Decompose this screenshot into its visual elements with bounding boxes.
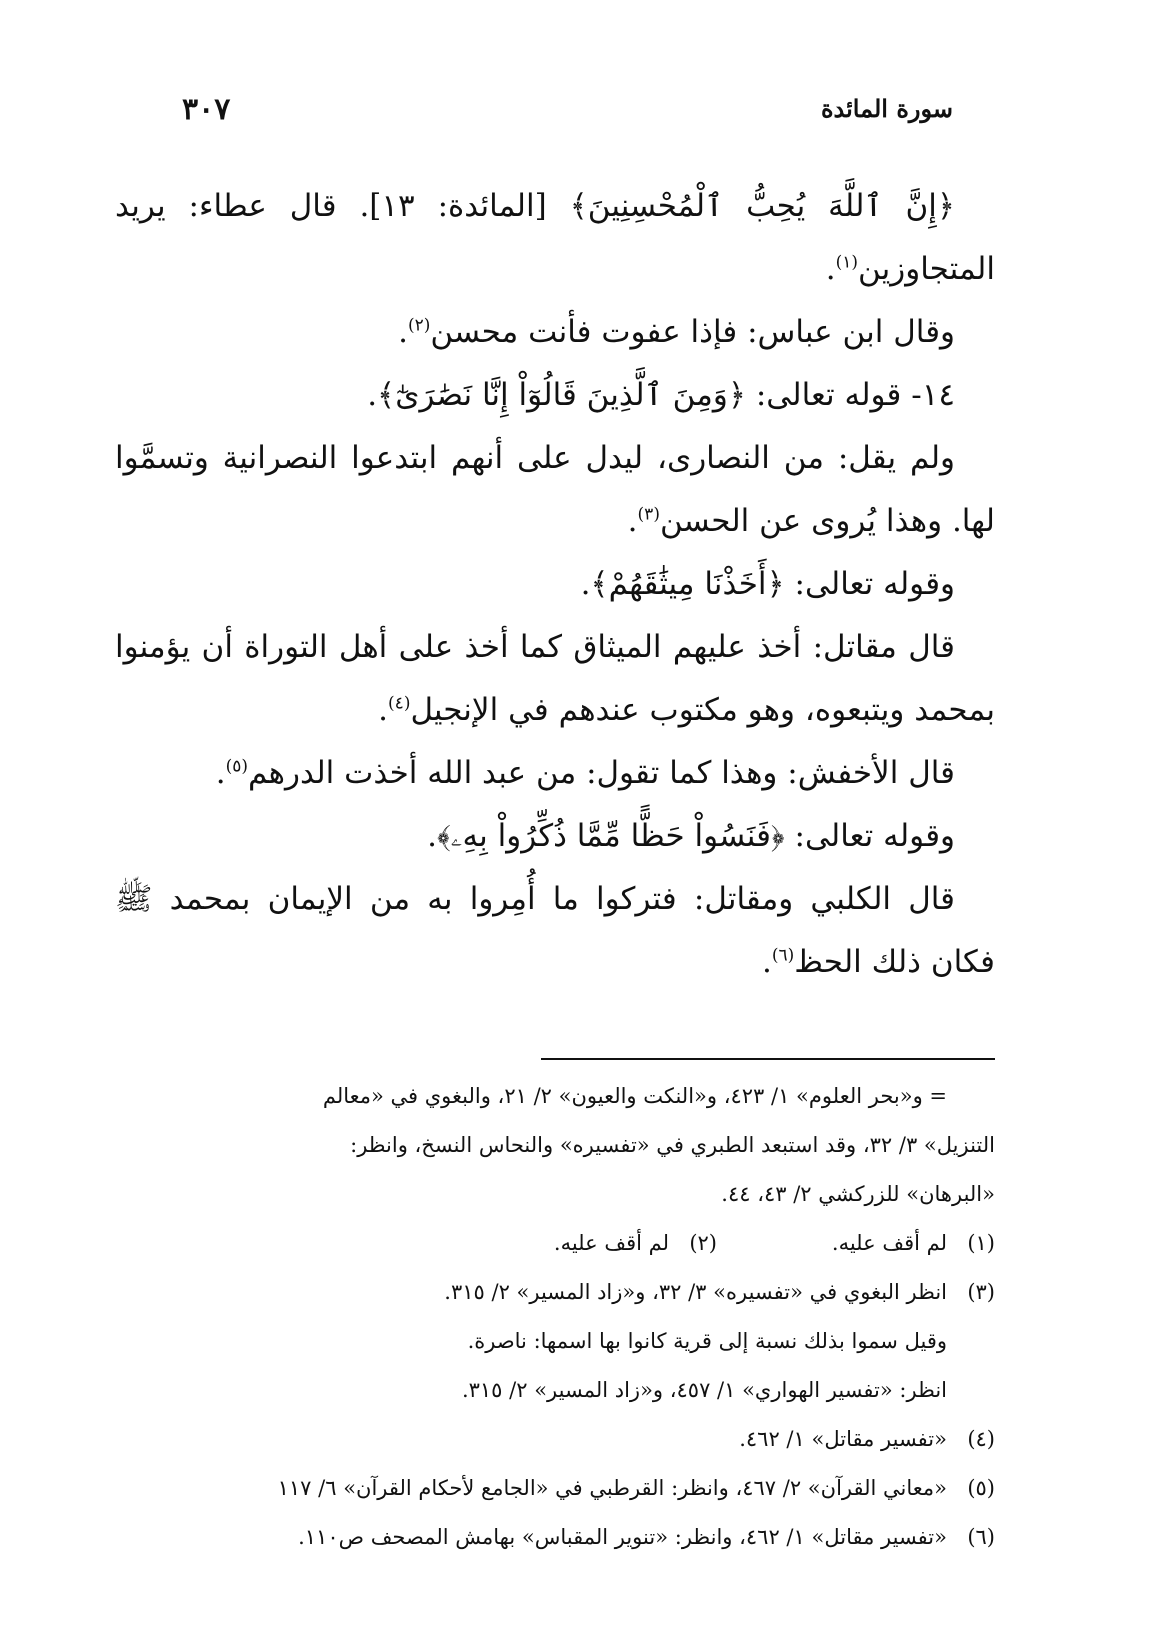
footnote-divider bbox=[541, 1058, 995, 1060]
footnote-text: لم أقف عليه. bbox=[553, 1231, 669, 1255]
footnote-continuation: = و«بحر العلوم» ١/ ٤٢٣، و«النكت والعيون» ٢/ ٢١، والبغوي في «معالم bbox=[322, 1084, 947, 1108]
footnote-number: (٥) bbox=[967, 1476, 995, 1500]
footnote-text: «معاني القرآن» ٢/ ٤٦٧، وانظر: القرطبي في «الجامع لأحكام القرآن» ٦/ ١١٧ bbox=[277, 1476, 947, 1500]
paragraph bbox=[115, 427, 995, 553]
footnote-number: (٤) bbox=[967, 1427, 995, 1451]
verse-heading: وقوله تعالى: ﴿أَخَذْنَا مِيثَٰقَهُمْ﴾. bbox=[580, 566, 955, 602]
paragraph bbox=[115, 868, 995, 994]
paragraph-text: ولم يقل: من النصارى، ليدل على أنهم ابتدعوا النصرانية وتسمَّوا لها. وهذا يُروى عن الحسن bbox=[115, 440, 995, 539]
footnote-text: لم أقف عليه. bbox=[831, 1231, 947, 1255]
page-number: ٣٠٧ bbox=[182, 92, 231, 127]
paragraph-end: . bbox=[215, 755, 226, 791]
paragraph bbox=[115, 175, 995, 301]
footnote-ref: (٢) bbox=[408, 315, 431, 336]
paragraph-text: ﴿إِنَّ ٱللَّهَ يُحِبُّ ٱلْمُحْسِنِينَ﴾ [المائدة: ١٣]. قال عطاء: يريد المتجاوزين bbox=[115, 188, 995, 287]
footnote-ref: (٦) bbox=[771, 945, 795, 966]
paragraph-end: . bbox=[825, 251, 836, 287]
paragraph bbox=[115, 742, 995, 805]
footnote-text: انظر البغوي في «تفسيره» ٣/ ٣٢، و«زاد المسير» ٢/ ٣١٥. bbox=[444, 1280, 947, 1304]
footnote-text: «تفسير مقاتل» ١/ ٤٦٢. bbox=[739, 1427, 947, 1451]
paragraph-end: . bbox=[398, 314, 408, 350]
footnote-ref: (٣) bbox=[637, 504, 660, 525]
main-text bbox=[115, 175, 995, 994]
footnote-text: انظر: «تفسير الهواري» ١/ ٤٥٧، و«زاد المسير» ٢/ ٣١٥. bbox=[461, 1378, 947, 1402]
footnote-row bbox=[115, 1415, 995, 1464]
verse-heading: وقوله تعالى: ﴿فَنَسُواْ حَظًّا مِّمَّا ذُكِّرُواْ بِهِۦ﴾. bbox=[427, 818, 955, 854]
paragraph-end: . bbox=[378, 692, 389, 728]
paragraph bbox=[115, 301, 995, 364]
paragraph-text: قال مقاتل: أخذ عليهم الميثاق كما أخذ على أهل التوراة أن يؤمنوا بمحمد ويتبعوه، وهو مكتوب عندهم في الإنجيل bbox=[115, 629, 995, 728]
footnote-row bbox=[115, 1219, 995, 1268]
paragraph-text: قال الأخفش: وهذا كما تقول: من عبد الله أخذت الدرهم bbox=[248, 755, 955, 791]
footnote-number: (٢) bbox=[689, 1231, 717, 1255]
footnote-row bbox=[115, 1513, 995, 1562]
footnote-row bbox=[115, 1268, 995, 1317]
footnote-text: وقيل سموا بذلك نسبة إلى قرية كانوا بها اسمها: ناصرة. bbox=[467, 1329, 947, 1353]
paragraph-end: . bbox=[627, 503, 638, 539]
footnote-number: (٣) bbox=[967, 1280, 995, 1304]
footnote-ref: (٥) bbox=[225, 756, 249, 777]
footnote-row bbox=[115, 1464, 995, 1513]
footnote-text: «تفسير مقاتل» ١/ ٤٦٢، وانظر: «تنوير المقباس» بهامش المصحف ص١١٠. bbox=[298, 1525, 947, 1549]
paragraph-end: . bbox=[761, 944, 772, 980]
footnote-ref: (١) bbox=[835, 252, 859, 273]
footnote-ref: (٤) bbox=[388, 693, 411, 714]
paragraph-text: قال الكلبي ومقاتل: فتركوا ما أُمِروا به من الإيمان بمحمد ﷺ فكان ذلك الحظ bbox=[115, 881, 995, 980]
verse-heading: ١٤- قوله تعالى: ﴿وَمِنَ ٱلَّذِينَ قَالُوٓاْ إِنَّا نَصَٰرَىٰٓ﴾. bbox=[367, 377, 955, 413]
footnote-number: (١) bbox=[967, 1231, 995, 1255]
footnote-continuation: «البرهان» للزركشي ٢/ ٤٣، ٤٤. bbox=[721, 1182, 995, 1206]
footnotes bbox=[115, 1072, 995, 1562]
paragraph bbox=[115, 616, 995, 742]
footnote-continuation: التنزيل» ٣/ ٣٢، وقد استبعد الطبري في «تفسيره» والنحاس النسخ، وانظر: bbox=[350, 1133, 995, 1157]
paragraph-text: وقال ابن عباس: فإذا عفوت فأنت محسن bbox=[430, 314, 955, 350]
footnote-number: (٦) bbox=[967, 1525, 995, 1549]
surah-title: سورة المائدة bbox=[820, 94, 953, 123]
